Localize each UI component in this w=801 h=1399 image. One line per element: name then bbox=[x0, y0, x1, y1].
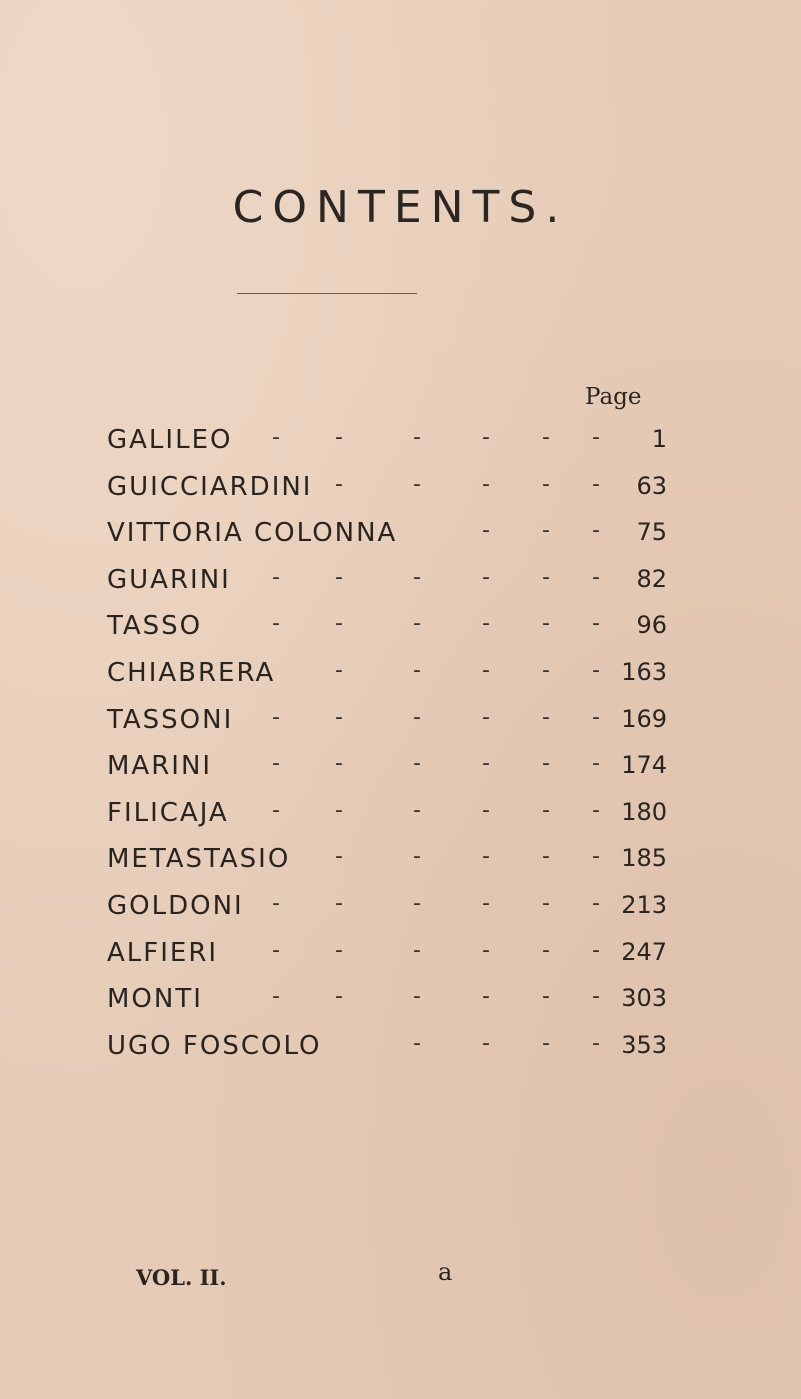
toc-entry bbox=[107, 1031, 667, 1078]
leader-dash: - bbox=[413, 704, 421, 730]
leader-dash: - bbox=[272, 890, 280, 916]
leader-dash: - bbox=[272, 704, 280, 730]
toc-entry-page: 1 bbox=[651, 425, 667, 453]
leader-dash: - bbox=[335, 657, 343, 683]
leader-dash: - bbox=[482, 518, 490, 544]
toc-entry bbox=[107, 518, 667, 565]
leader-dash: - bbox=[272, 797, 280, 823]
leader-dash: - bbox=[482, 611, 490, 637]
leader-dash: - bbox=[592, 564, 600, 590]
leader-dash: - bbox=[592, 657, 600, 683]
leader-dash: - bbox=[542, 937, 550, 963]
leader-dash: - bbox=[272, 564, 280, 590]
leader-dash: - bbox=[482, 844, 490, 870]
leader-dash: - bbox=[335, 890, 343, 916]
leader-dash: - bbox=[542, 657, 550, 683]
leader-dash: - bbox=[482, 704, 490, 730]
leader-dash: - bbox=[335, 425, 343, 450]
toc-entry-title: ALFIERI bbox=[107, 937, 219, 968]
leader-dash: - bbox=[542, 984, 550, 1010]
toc-entry-page: 174 bbox=[621, 751, 667, 780]
toc-entry-page: 163 bbox=[621, 657, 667, 686]
toc-entry-title: TASSONI bbox=[107, 704, 234, 735]
toc-entry-page: 169 bbox=[621, 704, 667, 733]
leader-dash: - bbox=[482, 564, 490, 590]
leader-dash: - bbox=[592, 984, 600, 1010]
leader-dash: - bbox=[272, 425, 280, 450]
leader-dash: - bbox=[335, 564, 343, 590]
leader-dash: - bbox=[482, 937, 490, 963]
table-of-contents bbox=[107, 425, 667, 1077]
leader-dash: - bbox=[542, 611, 550, 637]
toc-entry bbox=[107, 472, 667, 519]
toc-entry-title: GUICCIARDINI bbox=[107, 471, 313, 502]
toc-entry bbox=[107, 658, 667, 705]
toc-entry-title: FILICAJA bbox=[107, 797, 229, 828]
toc-entry-page: 96 bbox=[636, 611, 667, 640]
toc-entry-title: GUARINI bbox=[107, 564, 231, 595]
toc-entry-title: GOLDONI bbox=[107, 890, 244, 921]
toc-entry-title: METASTASIO bbox=[107, 844, 291, 875]
signature-mark: a bbox=[438, 1258, 453, 1286]
leader-dash: - bbox=[592, 937, 600, 963]
leader-dash: - bbox=[482, 984, 490, 1010]
leader-dash: - bbox=[335, 797, 343, 823]
toc-entry bbox=[107, 751, 667, 798]
toc-entry-page: 82 bbox=[636, 564, 667, 593]
toc-entry-title: GALILEO bbox=[107, 425, 233, 455]
toc-entry bbox=[107, 705, 667, 752]
leader-dash: - bbox=[482, 425, 490, 450]
volume-label: VOL. II. bbox=[136, 1265, 227, 1290]
leader-dash: - bbox=[335, 937, 343, 963]
toc-entry-title: UGO FOSCOLO bbox=[107, 1030, 322, 1061]
leader-dash: - bbox=[272, 751, 280, 777]
leader-dash: - bbox=[272, 937, 280, 963]
leader-dash: - bbox=[542, 751, 550, 777]
toc-entry-page: 75 bbox=[636, 518, 667, 547]
toc-entry-page: 247 bbox=[621, 937, 667, 966]
leader-dash: - bbox=[413, 657, 421, 683]
leader-dash: - bbox=[413, 890, 421, 916]
toc-entry bbox=[107, 611, 667, 658]
leader-dash: - bbox=[413, 425, 421, 450]
toc-entry-page: 353 bbox=[621, 1030, 667, 1059]
page-column-header: Page bbox=[585, 384, 642, 410]
leader-dash: - bbox=[482, 1030, 490, 1056]
toc-entry-title: MONTI bbox=[107, 984, 203, 1015]
leader-dash: - bbox=[413, 471, 421, 497]
leader-dash: - bbox=[592, 611, 600, 637]
toc-entry-page: 180 bbox=[621, 797, 667, 826]
leader-dash: - bbox=[482, 657, 490, 683]
leader-dash: - bbox=[542, 704, 550, 730]
toc-entry bbox=[107, 938, 667, 985]
leader-dash: - bbox=[482, 471, 490, 497]
toc-entry-title: MARINI bbox=[107, 751, 213, 782]
leader-dash: - bbox=[335, 984, 343, 1010]
leader-dash: - bbox=[592, 704, 600, 730]
leader-dash: - bbox=[413, 751, 421, 777]
toc-entry-title: CHIABRERA bbox=[107, 657, 276, 688]
toc-entry bbox=[107, 891, 667, 938]
leader-dash: - bbox=[592, 425, 600, 450]
leader-dash: - bbox=[413, 797, 421, 823]
leader-dash: - bbox=[592, 471, 600, 497]
leader-dash: - bbox=[413, 611, 421, 637]
leader-dash: - bbox=[335, 471, 343, 497]
leader-dash: - bbox=[542, 425, 550, 450]
leader-dash: - bbox=[542, 844, 550, 870]
toc-entry-page: 213 bbox=[621, 890, 667, 919]
leader-dash: - bbox=[272, 984, 280, 1010]
leader-dash: - bbox=[335, 751, 343, 777]
leader-dash: - bbox=[335, 844, 343, 870]
leader-dash: - bbox=[413, 844, 421, 870]
leader-dash: - bbox=[413, 937, 421, 963]
leader-dash: - bbox=[413, 564, 421, 590]
leader-dash: - bbox=[592, 751, 600, 777]
leader-dash: - bbox=[272, 611, 280, 637]
leader-dash: - bbox=[592, 1030, 600, 1056]
leader-dash: - bbox=[542, 518, 550, 544]
title-rule bbox=[237, 293, 417, 294]
leader-dash: - bbox=[335, 611, 343, 637]
leader-dash: - bbox=[542, 890, 550, 916]
leader-dash: - bbox=[542, 797, 550, 823]
toc-entry-title: TASSO bbox=[107, 611, 203, 642]
leader-dash: - bbox=[482, 751, 490, 777]
toc-entry bbox=[107, 798, 667, 845]
leader-dash: - bbox=[592, 518, 600, 544]
toc-entry bbox=[107, 565, 667, 612]
leader-dash: - bbox=[592, 890, 600, 916]
toc-entry-page: 63 bbox=[636, 471, 667, 500]
leader-dash: - bbox=[542, 1030, 550, 1056]
leader-dash: - bbox=[542, 564, 550, 590]
toc-entry-page: 185 bbox=[621, 844, 667, 873]
toc-entry-page: 303 bbox=[621, 984, 667, 1013]
leader-dash: - bbox=[542, 471, 550, 497]
leader-dash: - bbox=[482, 890, 490, 916]
toc-entry bbox=[107, 425, 667, 472]
leader-dash: - bbox=[482, 797, 490, 823]
toc-entry bbox=[107, 844, 667, 891]
leader-dash: - bbox=[335, 704, 343, 730]
leader-dash: - bbox=[592, 797, 600, 823]
leader-dash: - bbox=[413, 984, 421, 1010]
leader-dash: - bbox=[592, 844, 600, 870]
leader-dash: - bbox=[413, 1030, 421, 1056]
page-title: CONTENTS. bbox=[232, 182, 569, 233]
toc-entry-title: VITTORIA COLONNA bbox=[107, 518, 398, 549]
toc-entry bbox=[107, 984, 667, 1031]
